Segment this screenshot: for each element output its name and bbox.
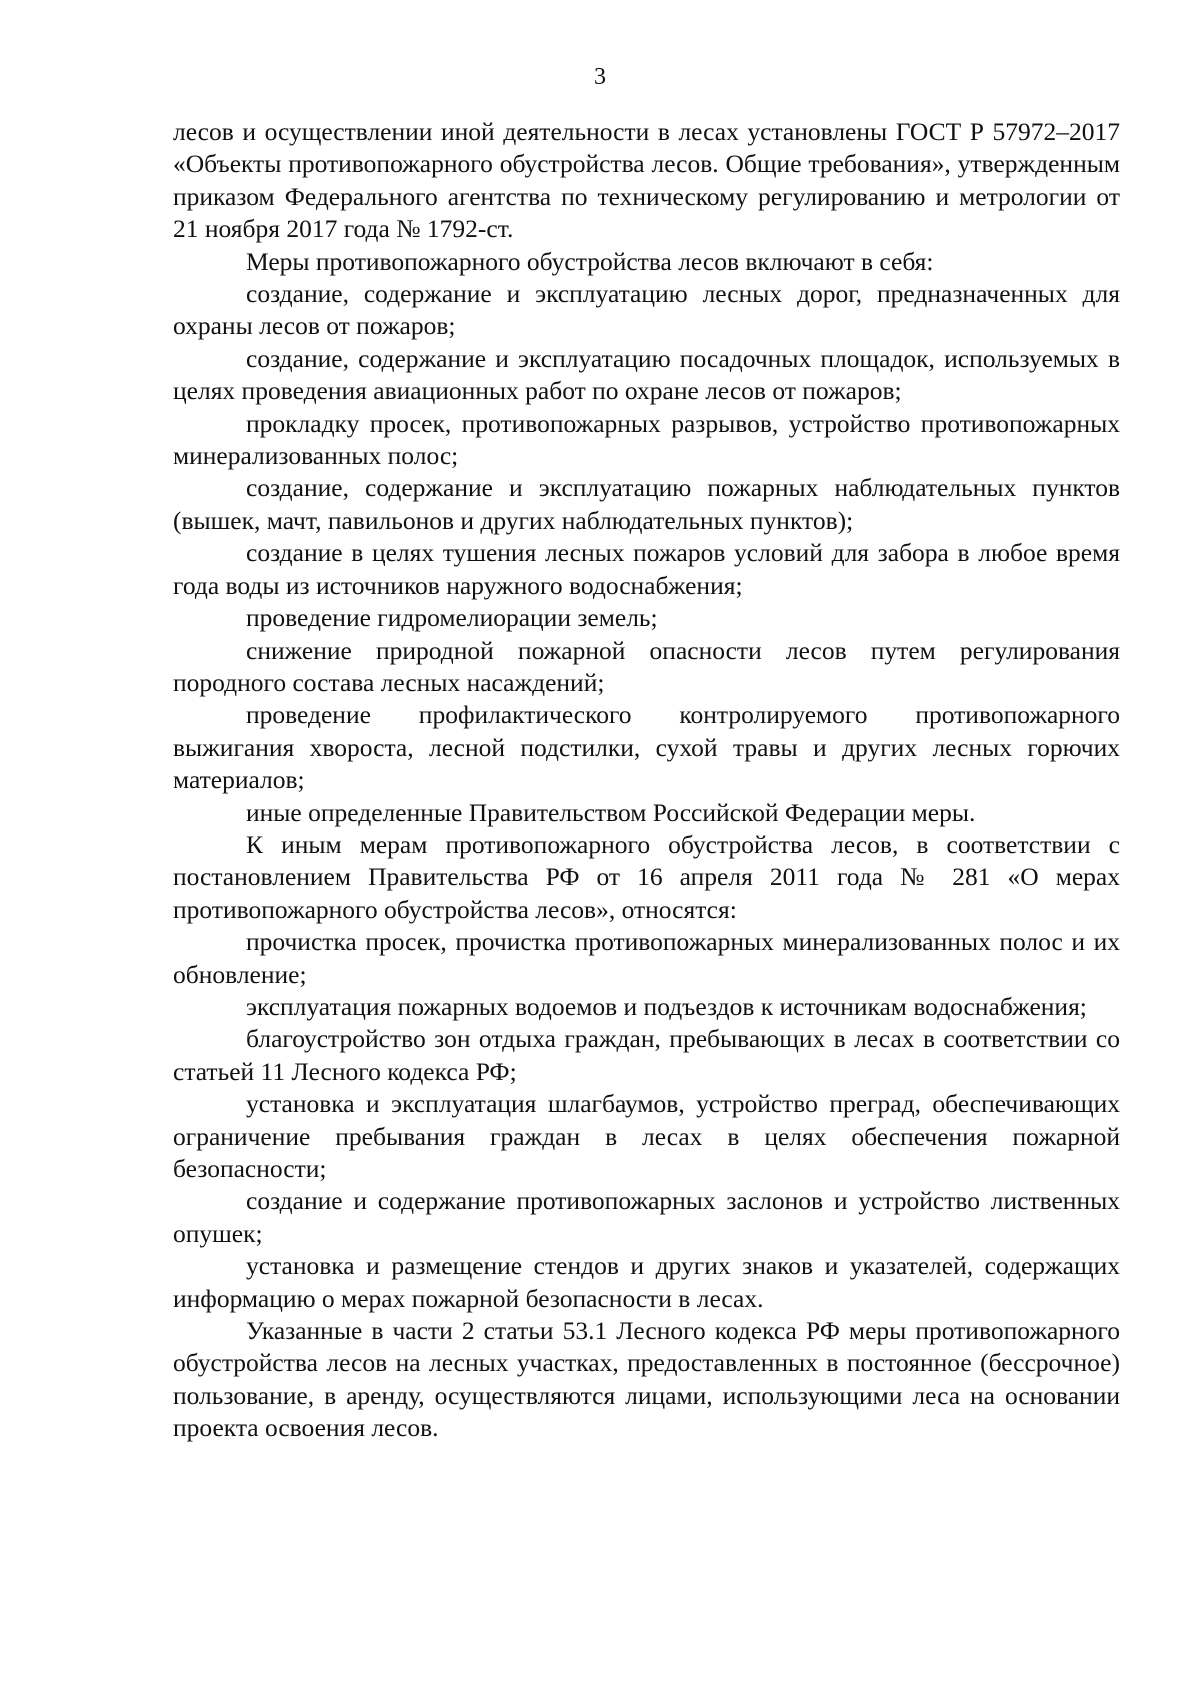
paragraph-recreation-zones: благоустройство зон отдыха граждан, пребывающих в лесах в соответствии со статьей 11 Лесного кодекса РФ; <box>173 1024 1120 1086</box>
paragraph-forest-code-article: Указанные в части 2 статьи 53.1 Лесного кодекса РФ меры противопожарного обустройства лесов на лесных участках, предоставленных в постоянное (бессрочное) пользование, в аренду, осуществляются лицами, использующими леса на основании проекта освоения лесов. <box>173 1316 1120 1443</box>
paragraph-controlled-burning: проведение профилактического контролируемого противопожарного выжигания хвороста, лесной подстилки, сухой травы и других лесных горючих материалов; <box>173 700 1120 795</box>
paragraph-firebreaks: создание и содержание противопожарных заслонов и устройство лиственных опушек; <box>173 1186 1120 1248</box>
page-number: 3 <box>594 64 606 90</box>
paragraph-fire-hazard-reduction: снижение природной пожарной опасности лесов путем регулирования породного состава лесных насаждений; <box>173 635 1120 697</box>
paragraph-measures-intro: Меры противопожарного обустройства лесов включают в себя: <box>246 246 934 276</box>
paragraph-other-measures: иные определенные Правительством Российской Федерации меры. <box>246 797 976 827</box>
paragraph-landing-sites: создание, содержание и эксплуатацию посадочных площадок, используемых в целях проведения авиационных работ по охране лесов от пожаров; <box>173 343 1120 406</box>
paragraph-forest-roads: создание, содержание и эксплуатацию лесных дорог, предназначенных для охраны лесов от пожаров; <box>173 279 1120 341</box>
paragraph-clearing-maintenance: прочистка просек, прочистка противопожарных минерализованных полос и их обновление; <box>173 927 1120 989</box>
paragraph-hydromelioration: проведение гидромелиорации земель; <box>246 603 658 633</box>
document-body <box>173 116 1120 1445</box>
paragraph-gost-reference: лесов и осуществлении иной деятельности в лесах установлены ГОСТ Р 57972–2017 «Объекты противопожарного обустройства лесов. Общие требования», утвержденным приказом Федерального агентства по техническому регулированию и метрологии от 21 ноября 2017 года № 1792-ст. <box>173 117 1120 244</box>
paragraph-fire-ponds: эксплуатация пожарных водоемов и подъездов к источникам водоснабжения; <box>246 991 1087 1021</box>
paragraph-barriers: установка и эксплуатация шлагбаумов, устройство преград, обеспечивающих ограничение пребывания граждан в лесах в целях обеспечения пожарной безопасности; <box>173 1089 1120 1183</box>
paragraph-information-stands: установка и размещение стендов и других знаков и указателей, содержащих информацию о мерах пожарной безопасности в лесах. <box>173 1251 1120 1313</box>
paragraph-observation-points: создание, содержание и эксплуатацию пожарных наблюдательных пунктов (вышек, мачт, павильонов и других наблюдательных пунктов); <box>173 473 1120 535</box>
paragraph-water-supply: создание в целях тушения лесных пожаров условий для забора в любое время года воды из источников наружного водоснабжения; <box>173 538 1120 600</box>
paragraph-government-decree: К иным мерам противопожарного обустройства лесов, в соответствии с постановлением Правительства РФ от 16 апреля 2011 года № 281 «О мерах противопожарного обустройства лесов», относятся: <box>173 829 1120 924</box>
paragraph-clearings: прокладку просек, противопожарных разрывов, устройство противопожарных минерализованных полос; <box>173 408 1120 471</box>
